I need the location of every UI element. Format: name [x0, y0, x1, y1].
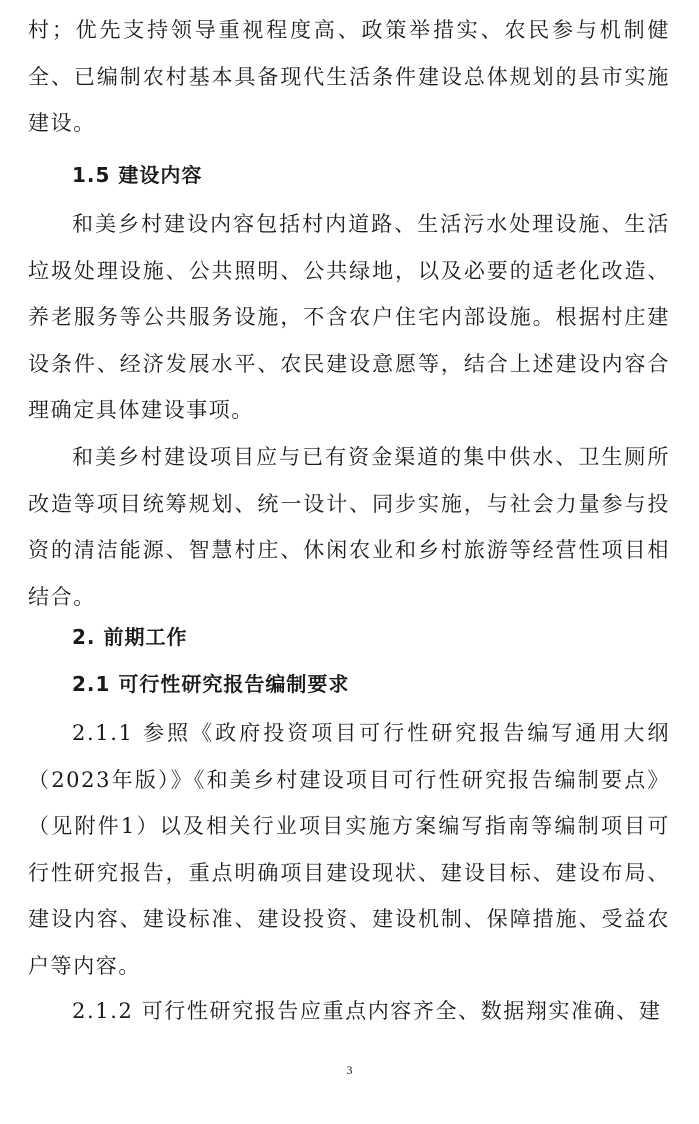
paragraph-2-1-1: 2.1.1 参照《政府投资项目可行性研究报告编写通用大纲（2023年版）》《和美乡村建设项目可行性研究报告编制要点》（见附件1）以及相关行业项目实施方案编写指南等编制项目可行性研究报告，重点明确项目建设现状、建设目标、建设布局、建设内容、建设标准、建设投资、建设机制、保障措施、受益农户等内容。 [28, 721, 670, 978]
section-heading-2: 2. 前期工作 [72, 625, 188, 649]
section-heading-2-1: 2.1 可行性研究报告编制要求 [72, 672, 350, 696]
paragraph-1-5-b: 和美乡村建设项目应与已有资金渠道的集中供水、卫生厕所改造等项目统筹规划、统一设计、同步实施，与社会力量参与投资的清洁能源、智慧村庄、休闲农业和乡村旅游等经营性项目相结合。 [28, 445, 670, 609]
paragraph-continuation: 村；优先支持领导重视程度高、政策举措实、农民参与机制健全、已编制农村基本具备现代生活条件建设总体规划的县市实施建设。 [28, 18, 670, 135]
paragraph-1-5-a: 和美乡村建设内容包括村内道路、生活污水处理设施、生活垃圾处理设施、公共照明、公共绿地，以及必要的适老化改造、养老服务等公共服务设施，不含农户住宅内部设施。根据村庄建设条件、经济发展水平、农民建设意愿等，结合上述建设内容合理确定具体建设事项。 [28, 212, 670, 422]
page-number: 3 [346, 1063, 353, 1077]
section-heading-1-5: 1.5 建设内容 [72, 163, 203, 187]
paragraph-2-1-2: 2.1.2 可行性研究报告应重点内容齐全、数据翔实准确、建 [72, 999, 662, 1023]
